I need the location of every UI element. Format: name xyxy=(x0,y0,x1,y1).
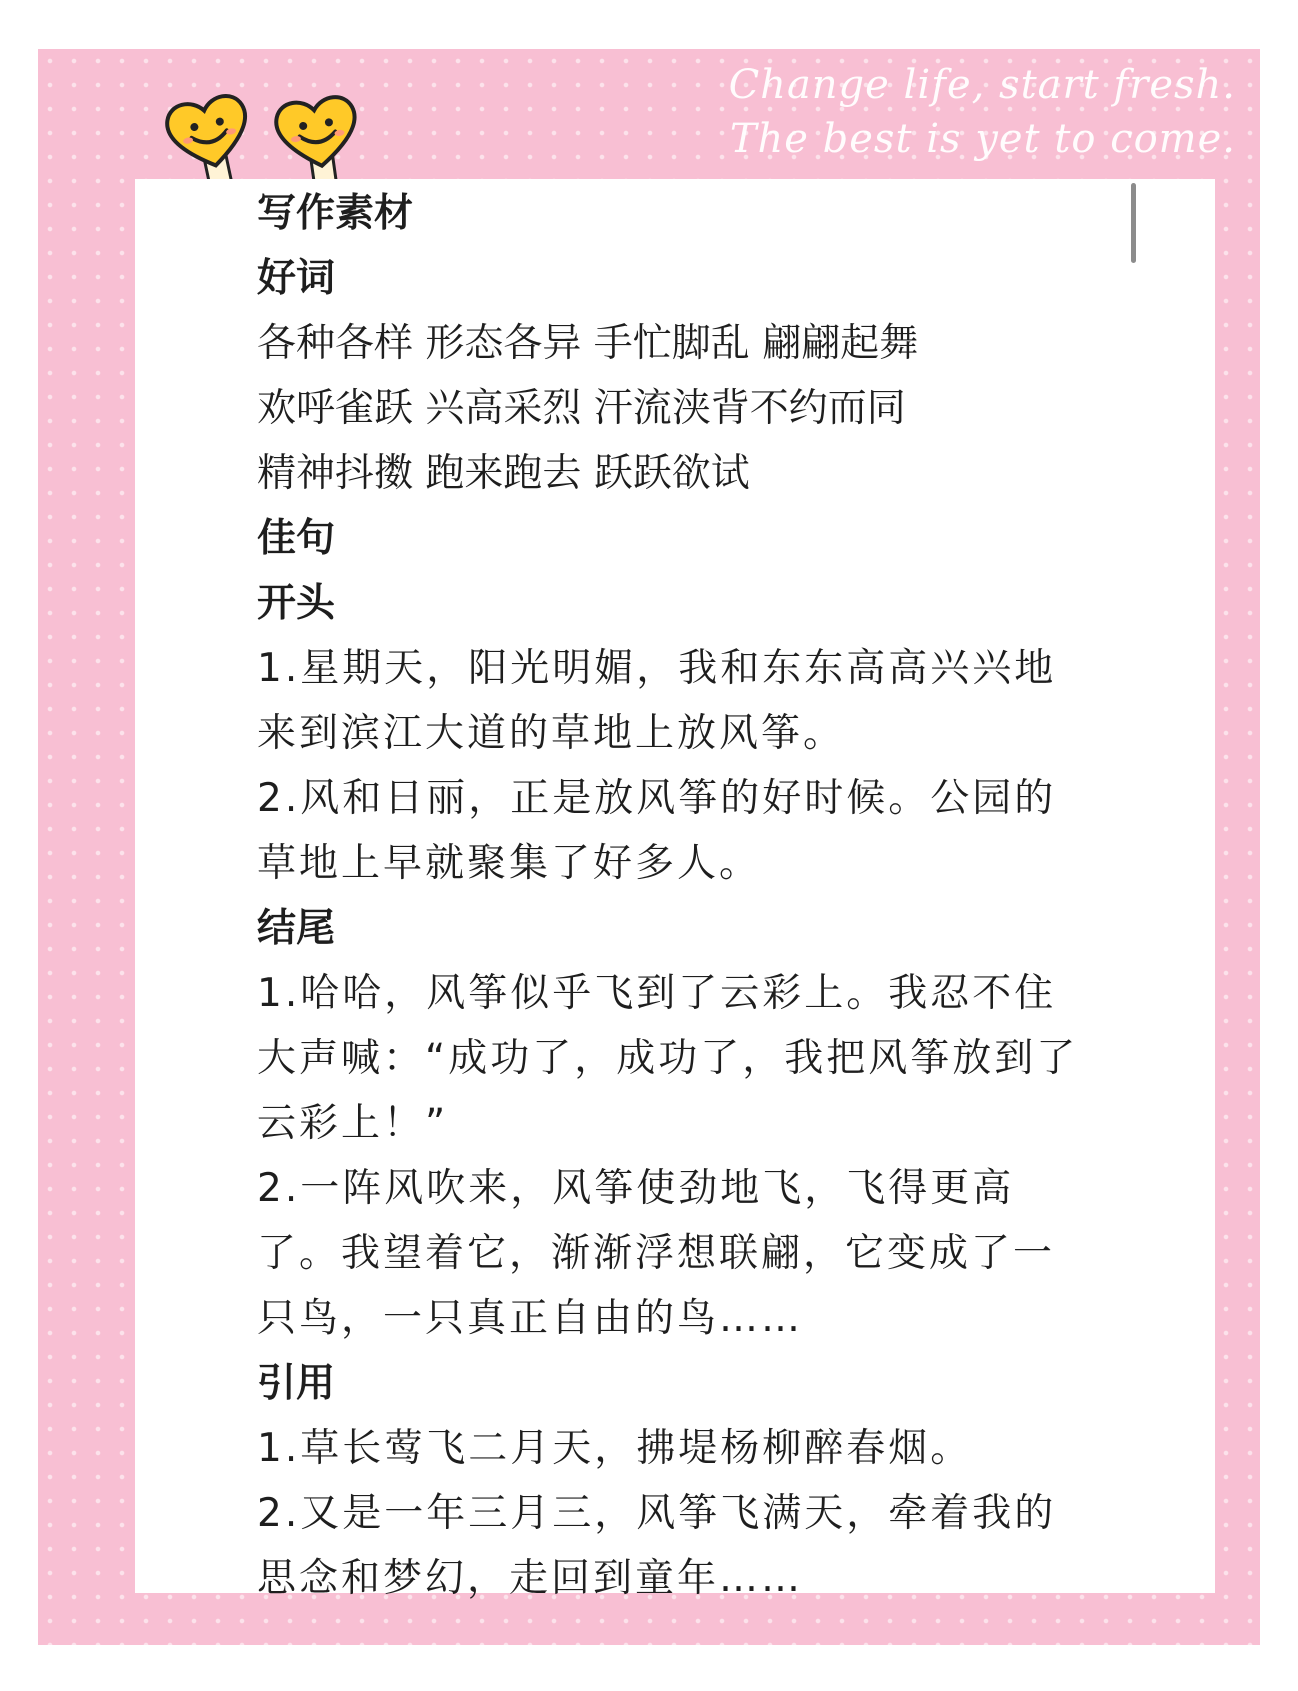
sentence-line: 1.哈哈，风筝似乎飞到了云彩上。我忍不住 xyxy=(257,971,1057,1016)
sentence-line: 了。我望着它，渐渐浮想联翩，它变成了一 xyxy=(257,1231,1056,1276)
smiley-heart-icon xyxy=(160,88,260,188)
sentence-line: 1.草长莺飞二月天，拂堤杨柳醉春烟。 xyxy=(257,1426,973,1471)
word-list-line: 各种各样 形态各异 手忙脚乱 翩翩起舞 xyxy=(257,321,919,366)
slogan-line-1: Change life, start fresh. xyxy=(728,62,1236,108)
sentence-line: 大声喊：“成功了，成功了，我把风筝放到了 xyxy=(257,1036,1079,1081)
sentence-line: 1.星期天，阳光明媚，我和东东高高兴兴地 xyxy=(257,646,1057,691)
smiley-heart-icon xyxy=(268,88,368,188)
article-content xyxy=(257,181,1107,1611)
sentence-line: 2.一阵风吹来，风筝使劲地飞，飞得更高 xyxy=(257,1166,1015,1211)
subheading-quotes: 引用 xyxy=(257,1361,336,1406)
sentence-line: 来到滨江大道的草地上放风筝。 xyxy=(257,711,846,756)
sentence-line: 草地上早就聚集了好多人。 xyxy=(257,841,762,886)
subheading-ending: 结尾 xyxy=(257,906,336,951)
header-slogan xyxy=(676,58,1236,166)
subheading-opening: 开头 xyxy=(257,581,336,626)
document-title: 写作素材 xyxy=(257,191,414,236)
sentence-line: 2.又是一年三月三，风筝飞满天，牵着我的 xyxy=(257,1491,1057,1536)
sentence-line: 思念和梦幻，走回到童年…… xyxy=(257,1556,804,1601)
word-list-line: 精神抖擞 跑来跑去 跃跃欲试 xyxy=(257,451,750,496)
slogan-line-2: The best is yet to come. xyxy=(729,116,1236,162)
sentence-line: 只鸟，一只真正自由的鸟…… xyxy=(257,1296,804,1341)
word-list-line: 欢呼雀跃 兴高采烈 汗流浃背不约而同 xyxy=(257,386,906,431)
section-heading-good-sentences: 佳句 xyxy=(257,516,336,561)
section-heading-good-words: 好词 xyxy=(257,256,336,301)
scrollbar-thumb[interactable] xyxy=(1131,183,1136,263)
sentence-line: 云彩上！” xyxy=(257,1101,449,1146)
sentence-line: 2.风和日丽，正是放风筝的好时候。公园的 xyxy=(257,776,1057,821)
